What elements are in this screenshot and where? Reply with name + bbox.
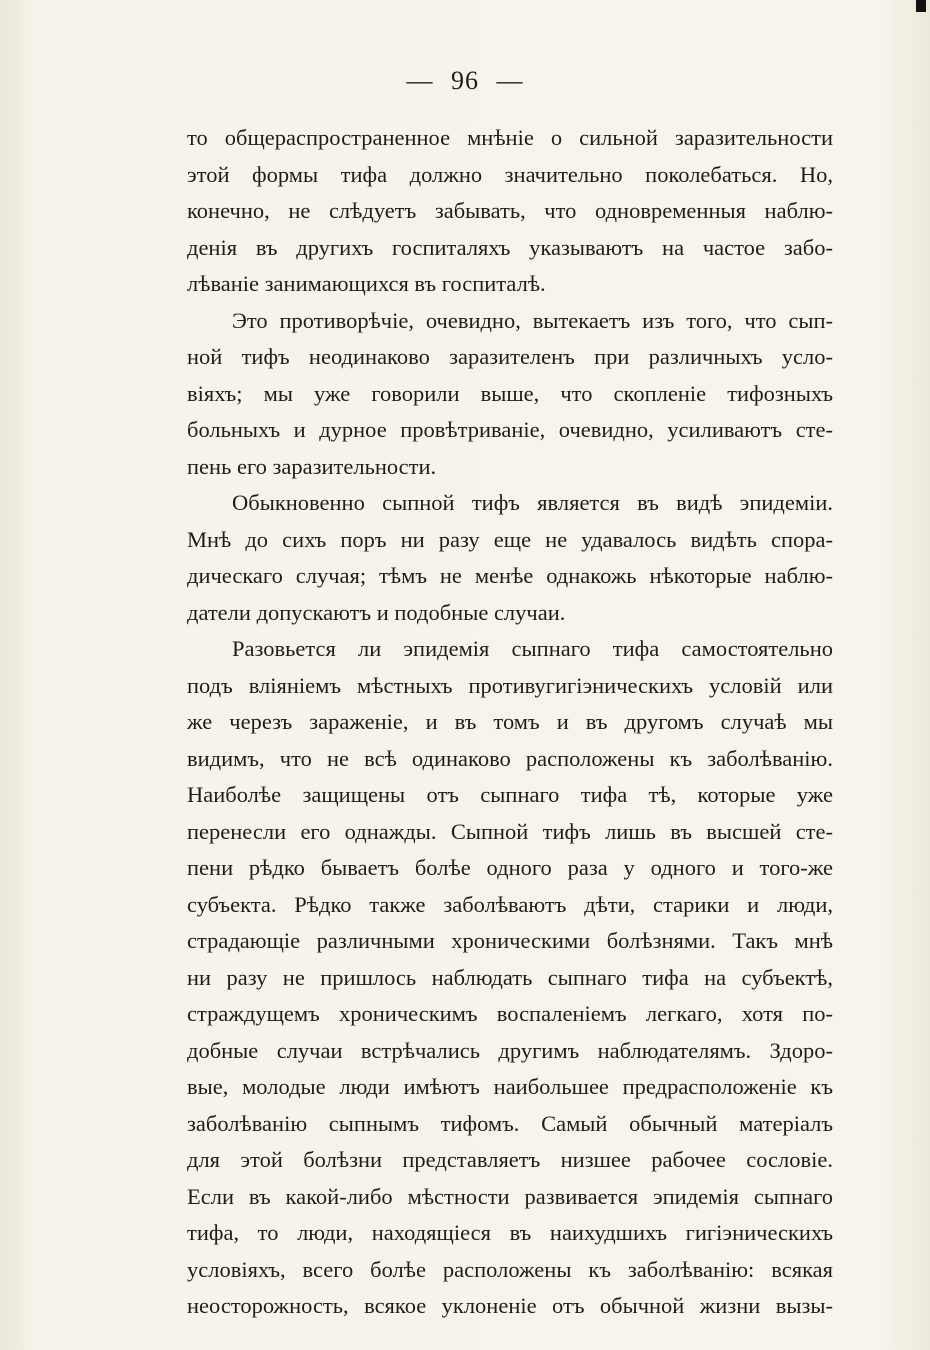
text-line: условіяхъ, всего болѣе расположены къ заболѣванію: всякая <box>187 1256 833 1282</box>
text-line: тифа, то люди, находящіеся въ наихудшихъ гигіэническихъ <box>187 1220 833 1245</box>
text-line: Разовьется ли эпидемія сыпнаго тифа самостоятельно <box>232 636 833 661</box>
text-line: добные случаи встрѣчались другимъ наблюдателямъ. Здоро- <box>187 1037 833 1063</box>
text-line: неосторожность, всякое уклоненіе отъ обычной жизни вызы- <box>187 1293 833 1318</box>
page-number: — 96 — <box>406 66 524 95</box>
text-line: субъекта. Рѣдко также заболѣваютъ дѣти, старики и люди, <box>187 891 833 917</box>
text-line: видимъ, что не всѣ одинаково расположены къ заболѣванію. <box>187 745 833 771</box>
text-line: Обыкновенно сыпной тифъ является въ видѣ эпидеміи. <box>232 490 833 515</box>
text-line: этой формы тифа должно значительно поколебаться. Но, <box>187 161 833 187</box>
paragraph-3 <box>187 485 833 631</box>
body-text <box>187 120 833 1325</box>
text-line: Если въ какой-либо мѣстности развивается эпидемія сыпнаго <box>187 1183 833 1209</box>
scan-edge-mark <box>916 0 926 12</box>
text-line: Наиболѣе защищены отъ сыпнаго тифа тѣ, которые уже <box>187 782 833 807</box>
text-line: вые, молодые люди имѣютъ наибольшее предрасположеніе къ <box>187 1074 833 1099</box>
text-line: денія въ другихъ госпиталяхъ указываютъ на частое забо- <box>187 234 833 260</box>
text-line: подъ вліяніемъ мѣстныхъ противугигіэническихъ условій или <box>187 672 833 698</box>
text-line: страдающіе различными хроническими болѣзнями. Такъ мнѣ <box>187 928 833 953</box>
text-line: Мнѣ до сихъ поръ ни разу еще не удавалось видѣть спора- <box>187 526 833 552</box>
paragraph-2 <box>187 303 833 486</box>
text-line: датели допускаютъ и подобные случаи. <box>187 599 566 625</box>
text-line: для этой болѣзни представляетъ низшее рабочее сословіе. <box>187 1147 833 1172</box>
text-line: больныхъ и дурное провѣтриваніе, очевидно, усиливаютъ сте- <box>187 417 833 442</box>
text-line: конечно, не слѣдуетъ забывать, что одновременныя наблю- <box>187 198 833 223</box>
text-line: пень его заразительности. <box>187 453 437 479</box>
text-line: ной тифъ неодинаково заразителенъ при различныхъ усло- <box>187 344 833 369</box>
text-line: заболѣванію сыпнымъ тифомъ. Самый обычный матеріалъ <box>187 1110 833 1136</box>
text-line: віяхъ; мы уже говорили выше, что скопленіе тифозныхъ <box>187 380 833 406</box>
text-line: ни разу не пришлось наблюдать сыпнаго тифа на субъектѣ, <box>187 964 833 990</box>
text-line: пени рѣдко бываетъ болѣе одного раза у одного и того-же <box>187 855 833 880</box>
text-line: перенесли его однажды. Сыпной тифъ лишь въ высшей сте- <box>187 818 833 844</box>
text-line: страждущемъ хроническимъ воспаленіемъ легкаго, хотя по- <box>187 1001 833 1026</box>
text-line: дическаго случая; тѣмъ не менѣе однакожь нѣкоторые наблю- <box>187 563 833 588</box>
paragraph-1 <box>187 120 833 303</box>
text-line: же черезъ зараженіе, и въ томъ и въ другомъ случаѣ мы <box>187 709 833 734</box>
paragraph-4 <box>187 631 833 1325</box>
text-line: то общераспространенное мнѣніе о сильной заразительности <box>187 125 833 150</box>
text-line: Это противорѣчіе, очевидно, вытекаетъ изъ того, что сып- <box>232 307 833 333</box>
text-line: лѣваніе занимающихся въ госпиталѣ. <box>187 271 546 296</box>
